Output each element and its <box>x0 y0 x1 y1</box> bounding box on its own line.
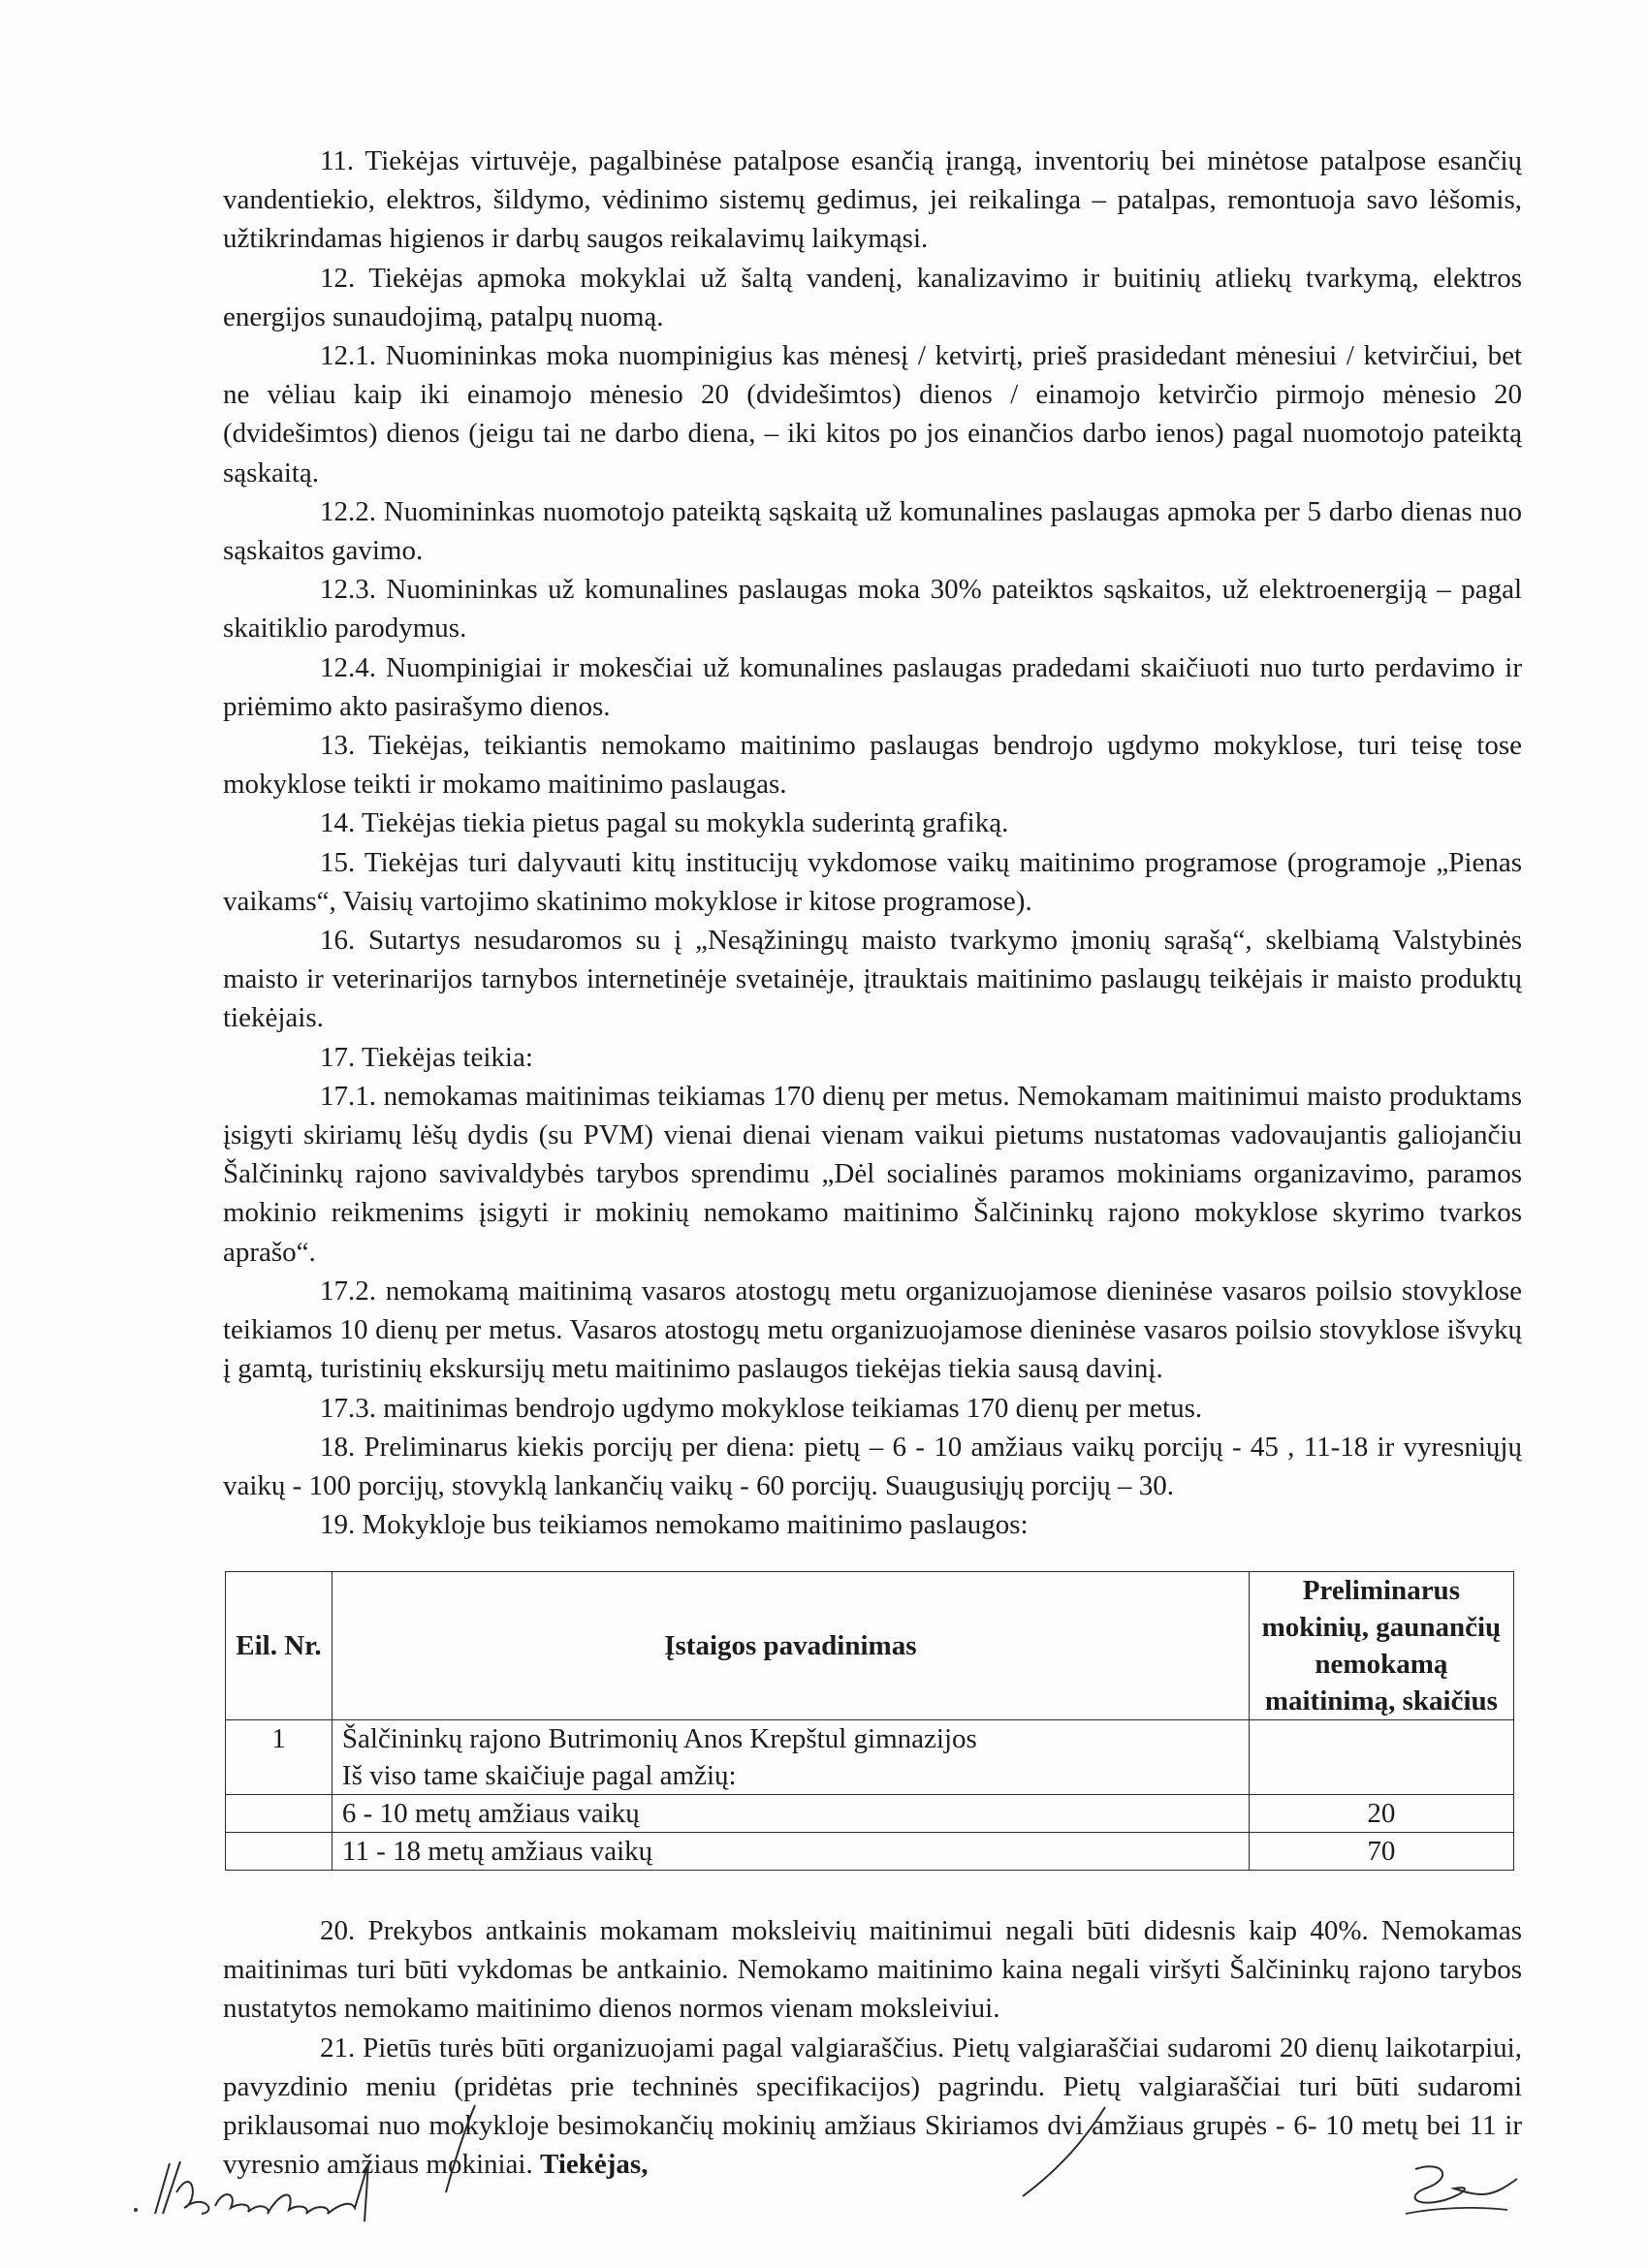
contract-body-text-continued <box>223 1911 1522 2184</box>
paragraph-17-3: 17.3. maitinimas bendrojo ugdymo mokyklose teikiamas 170 dienų per metus. <box>320 1392 1203 1424</box>
count-cell-empty <box>1249 1720 1513 1795</box>
handwritten-stroke-over-text <box>1008 2099 1115 2206</box>
age-group-count: 20 <box>1249 1795 1513 1833</box>
paragraph-17-1: 17.1. nemokamas maitinimas teikiamas 170 dienų per metus. Nemokamam maitinimui maisto produktams įsigyti skiriamų lėšų dydis (su PVM) vienai dienai vienam vaikui pietums nustatomas vadovaujantis galiojančiu Šalčininkų rajono savivaldybės tarybos sprendimu „Dėl socialinės paramos mokiniams organizavimo, paramos mokinio reikmenims įsigyti ir mokinių nemokamo maitinimo Šalčininkų rajono mokyklose skyrimo tvarkos aprašo“. <box>223 1080 1522 1268</box>
empty-cell <box>226 1833 333 1871</box>
paragraph-16: 16. Sutartys nesudaromos su į „Nesąžiningų maisto tvarkymo įmonių sąrašą“, skelbiamą Valstybinės maisto ir veterinarijos tarnybos internetinėje svetainėje, įtrauktais maitinimo paslaugų teikėjais ir maisto produktų tiekėjais. <box>223 925 1522 1034</box>
handwritten-signature-left <box>126 2125 397 2231</box>
paragraph-12-2: 12.2. Nuomininkas nuomotojo pateiktą sąskaitą už komunalines paslaugas apmoka per 5 darbo dienas nuo sąskaitos gavimo. <box>223 495 1522 567</box>
paragraph-15: 15. Tiekėjas turi dalyvauti kitų institucijų vykdomose vaikų maitinimo programose (programoje „Pienas vaikams“, Vaisių vartojimo skatinimo mokyklose ir kitose programose). <box>223 846 1522 917</box>
paragraph-13: 13. Tiekėjas, teikiantis nemokamo maitinimo paslaugas bendrojo ugdymo mokyklose, turi teisę tose mokyklose teikti ir mokamo maitinimo paslaugas. <box>223 730 1522 801</box>
paragraph-17-2: 17.2. nemokamą maitinimą vasaros atostogų metu organizuojamose dieninėse vasaros poilsio stovyklose teikiamos 10 dienų per metus. Vasaros atostogų metu organizuojamose dieninėse vasaros poilsio stovyklose išvykų į gamtą, turistinių ekskursijų metu maitinimo paslaugos tiekėjas tiekia sausą davinį. <box>223 1275 1522 1385</box>
school-meals-table <box>225 1571 1514 1871</box>
paragraph-12-3: 12.3. Nuomininkas už komunalines paslaugas moka 30% pateiktos sąskaitos, už elektroenergiją – pagal skaitiklio parodymus. <box>223 574 1522 645</box>
paragraph-11: 11. Tiekėjas virtuvėje, pagalbinėse patalpose esančią įrangą, inventorių bei minėtose patalpose esančių vandentiekio, elektros, šildymo, vėdinimo sistemų gedimus, jei reikalinga – patalpas, remontuoja savo lėšomis, užtikrindamas higienos ir darbų saugos reikalavimų laikymąsi. <box>223 145 1522 255</box>
paragraph-12-4: 12.4. Nuompinigiai ir mokesčiai už komunalines paslaugas pradedami skaičiuoti nuo turto perdavimo ir priėmimo akto pasirašymo dienos. <box>223 651 1522 722</box>
paragraph-21-bold-tail: Tiekėjas, <box>540 2149 649 2181</box>
institution-name-cell <box>332 1720 1249 1795</box>
paragraph-12-1: 12.1. Nuomininkas moka nuompinigius kas mėnesį / ketvirtį, prieš prasidedant mėnesiui / ketvirčiui, bet ne vėliau kaip iki einamojo mėnesio 20 (dvidešimtos) dienos / einamojo ketvirčio pirmojo mėnesio 20 (dvidešimtos) dienos (jeigu tai ne darbo diena, – iki kitos po jos einančios darbo ienos) pagal nuomotojo pateiktą sąskaitą. <box>223 340 1522 488</box>
table-row <box>226 1720 1514 1795</box>
table-row <box>226 1833 1514 1871</box>
paragraph-21 <box>223 2029 1522 2185</box>
row-number-cell: 1 <box>226 1720 333 1795</box>
paragraph-18: 18. Preliminarus kiekis porcijų per diena: pietų – 6 - 10 amžiaus vaikų porcijų - 45 , 11-18 ir vyresniųjų vaikų - 100 porcijų, stovyklą lankančių vaikų - 60 porcijų. Suaugusiųjų porcijų – 30. <box>223 1431 1522 1501</box>
table-header-row <box>226 1572 1514 1720</box>
paragraph-17: 17. Tiekėjas teikia: <box>320 1041 533 1073</box>
school-name: Šalčininkų rajono Butrimonių Anos Krepštul gimnazijos <box>341 1723 977 1754</box>
age-breakdown-subtitle: Iš viso tame skaičiuje pagal amžių: <box>341 1760 737 1791</box>
handwritten-signature-right <box>1386 2150 1522 2227</box>
contract-body-text <box>223 142 1522 1544</box>
empty-cell <box>226 1795 333 1833</box>
handwritten-stroke-left <box>427 2099 485 2206</box>
paragraph-14: 14. Tiekėjas tiekia pietus pagal su mokykla suderintą grafiką. <box>320 807 1009 839</box>
header-row-number: Eil. Nr. <box>226 1572 333 1720</box>
header-institution-name: Įstaigos pavadinimas <box>332 1572 1249 1720</box>
paragraph-20: 20. Prekybos antkainis mokamam moksleivių maitinimui negali būti didesnis kaip 40%. Nemokamas maitinimas turi būti vykdomas be antkainio. Nemokamo maitinimo kaina negali viršyti Šalčininkų rajono tarybos nustatytos nemokamo maitinimo dienos normos vienam moksleiviui. <box>223 1915 1522 2025</box>
header-student-count: Preliminarus mokinių, gaunančių nemokamą maitinimą, skaičius <box>1249 1572 1513 1720</box>
paragraph-12: 12. Tiekėjas apmoka mokyklai už šaltą vandenį, kanalizavimo ir buitinių atliekų tvarkymą, elektros energijos sunaudojimą, patalpų nuomą. <box>223 262 1522 332</box>
paragraph-19: 19. Mokykloje bus teikiamos nemokamo maitinimo paslaugos: <box>320 1509 1029 1541</box>
paragraph-21-text: 21. Pietūs turės būti organizuojami pagal valgiaraščius. Pietų valgiaraščiai sudaromi 20 dienų laikotarpiui, pavyzdinio meniu (pridėtas prie techninės specifikacijos) pagrindu. Pietų valgiaraščiai turi būti sudaromi priklausomai nuo mokykloje besimokančių mokinių amžiaus Skiriamos dvi amžiaus grupės - 6- 10 metų bei 11 ir vyresnio amžiaus mokiniai. <box>223 2032 1522 2181</box>
table-row <box>226 1795 1514 1833</box>
age-group-count: 70 <box>1249 1833 1513 1871</box>
age-group-label: 6 - 10 metų amžiaus vaikų <box>332 1795 1249 1833</box>
age-group-label: 11 - 18 metų amžiaus vaikų <box>332 1833 1249 1871</box>
